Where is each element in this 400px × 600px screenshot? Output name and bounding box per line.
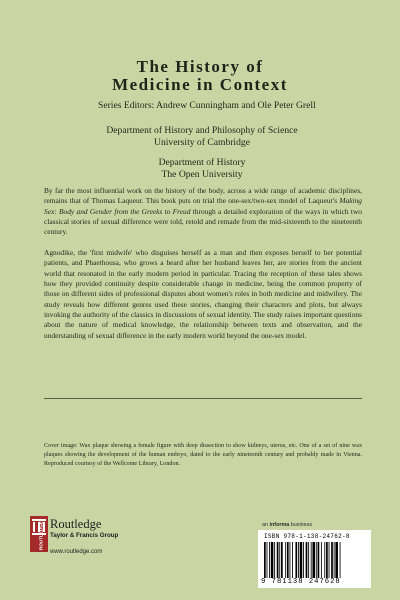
- blurb-paragraph-2: Agnodike, the 'first midwife' who disguises herself as a man and then exposes herself to her potential patients, and Phaethousa, who grows a beard after her husband leaves her, are stories from the ancient world that resonated in the early modern period in particular. Tracing the reception of these tales shows how they provided continuity despite considerable change in medicine, being the common property of those on different sides of professional disputes about women's roles in both medicine and midwifery. The study reveals how different genres used these stories, changing their characters and plots, but always invoking the authority of the classics in discussions of sexual identity. The study raises important questions about the nature of medical knowledge, the relationship between texts and observation, and the understanding of sexual difference in the early modern world beyond the one-sex model.: [44, 248, 362, 340]
- barcode-bar: [295, 542, 297, 578]
- publisher-name: Routledge: [50, 517, 102, 531]
- barcode-bar: [340, 542, 341, 578]
- informa-prefix: an: [262, 522, 270, 528]
- series-title: [0, 58, 400, 94]
- barcode-bar: [287, 542, 289, 578]
- logo-side-text: ROUTLEDGE: [38, 521, 44, 550]
- barcode-icon: [263, 542, 366, 578]
- blurb-p1-book-title: Making Sex: Body and Gender from the Greeks to Freud: [44, 196, 362, 216]
- department-cambridge-line-1: Department of History and Philosophy of Science: [106, 125, 298, 136]
- barcode-bar: [326, 542, 328, 578]
- barcode-bar: [331, 542, 333, 578]
- blurb-p1-text-b: through a detailed exploration of the ways in which two classical stories of sexual difference were told, retold and remade from the mid-sixteenth to the nineteenth century.: [44, 206, 362, 237]
- series-title-line-2: Medicine in Context: [112, 75, 288, 94]
- department-ou-line-2: The Open University: [161, 169, 243, 180]
- divider-rule: [44, 398, 362, 399]
- informa-brand: informa: [269, 522, 290, 528]
- barcode-bar: [290, 542, 291, 578]
- blurb-p1-text-a: By far the most influential work on the history of the body, across a wide range of academic disciplines, remains that of Thomas Laqueur. This book puts on trial the one-sex/two-sex model of Laqueur's: [44, 186, 362, 206]
- barcode-bar: [271, 542, 274, 578]
- blurb-paragraph-1: [44, 186, 362, 238]
- barcode-digits: 9 781138 247628: [261, 578, 341, 586]
- isbn-label: ISBN 978-1-138-24762-8: [264, 533, 350, 540]
- barcode-bar: [279, 542, 280, 578]
- department-cambridge: [72, 125, 332, 149]
- barcode-bar: [312, 542, 315, 578]
- cover-image-credit: Cover image: Wax plaque showing a female figure with deep dissection to show kidneys, uterus, etc. One of a set of nine wax plaques showing the development of the human embryo, dated to the early nineteenth century and probably made in Vienna. Reproduced courtesy of the Wellcome Library, London.: [44, 443, 362, 468]
- publisher-group: Taylor & Francis Group: [50, 532, 119, 539]
- department-cambridge-line-2: University of Cambridge: [154, 137, 250, 148]
- series-editors: Series Editors: Andrew Cunningham and Ole Peter Grell: [98, 100, 316, 111]
- routledge-building-icon: [30, 516, 48, 552]
- barcode-bar: [324, 542, 325, 578]
- informa-suffix: business: [289, 522, 313, 528]
- series-title-line-1: The History of: [136, 57, 264, 76]
- barcode-bar: [264, 542, 266, 578]
- barcode-bar: [281, 542, 283, 578]
- barcode-bar: [308, 542, 309, 578]
- barcode-bar: [303, 542, 304, 578]
- barcode-bar: [269, 542, 270, 578]
- informa-business-tag: [262, 522, 312, 528]
- barcode-bar: [321, 542, 322, 578]
- barcode-bar: [300, 542, 303, 578]
- barcode-bar: [329, 542, 330, 578]
- barcode-bar: [306, 542, 308, 578]
- barcode-bar: [277, 542, 279, 578]
- publisher-website[interactable]: www.routledge.com: [50, 549, 103, 555]
- barcode-bar: [318, 542, 320, 578]
- barcode-bar: [285, 542, 286, 578]
- barcode-bar: [311, 542, 312, 578]
- department-open-university: [72, 157, 332, 181]
- barcode-bar: [298, 542, 299, 578]
- barcode-bar: [267, 542, 268, 578]
- barcode-bar: [292, 542, 293, 578]
- department-ou-line-1: Department of History: [158, 157, 246, 168]
- barcode-bar: [334, 542, 335, 578]
- barcode-bar: [316, 542, 317, 578]
- barcode-bar: [335, 542, 338, 578]
- barcode-box: [258, 530, 371, 588]
- barcode-bar: [274, 542, 275, 578]
